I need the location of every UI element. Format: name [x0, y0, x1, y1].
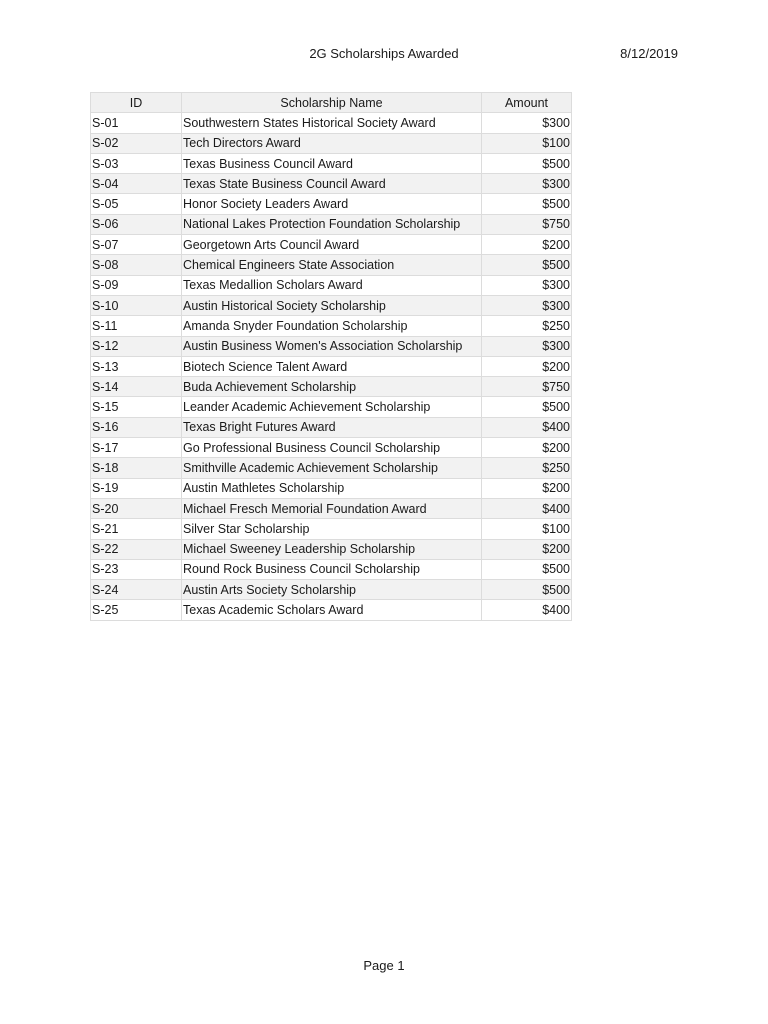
table-row: [91, 498, 572, 518]
cell-amount: $500: [482, 580, 572, 600]
cell-amount: $500: [482, 559, 572, 579]
table-row: [91, 336, 572, 356]
cell-scholarship-name: National Lakes Protection Foundation Scholarship: [182, 214, 482, 234]
cell-amount: $750: [482, 377, 572, 397]
table-row: [91, 153, 572, 173]
cell-scholarship-name: Biotech Science Talent Award: [182, 356, 482, 376]
scholarships-table: [90, 92, 572, 621]
table-row: [91, 580, 572, 600]
cell-id: S-11: [91, 316, 182, 336]
cell-id: S-23: [91, 559, 182, 579]
cell-amount: $400: [482, 600, 572, 620]
cell-id: S-25: [91, 600, 182, 620]
table-row: [91, 519, 572, 539]
cell-scholarship-name: Chemical Engineers State Association: [182, 255, 482, 275]
table-row: [91, 417, 572, 437]
cell-id: S-18: [91, 458, 182, 478]
cell-id: S-22: [91, 539, 182, 559]
table-row: [91, 255, 572, 275]
cell-id: S-03: [91, 153, 182, 173]
table-row: [91, 316, 572, 336]
table-row: [91, 214, 572, 234]
cell-id: S-01: [91, 113, 182, 133]
table-row: [91, 275, 572, 295]
cell-amount: $300: [482, 113, 572, 133]
cell-id: S-19: [91, 478, 182, 498]
cell-amount: $500: [482, 153, 572, 173]
table-row: [91, 559, 572, 579]
column-header-amount: Amount: [482, 93, 572, 113]
cell-scholarship-name: Tech Directors Award: [182, 133, 482, 153]
cell-scholarship-name: Michael Fresch Memorial Foundation Award: [182, 498, 482, 518]
cell-scholarship-name: Texas Bright Futures Award: [182, 417, 482, 437]
cell-scholarship-name: Smithville Academic Achievement Scholarship: [182, 458, 482, 478]
table-row: [91, 438, 572, 458]
column-header-id: ID: [91, 93, 182, 113]
cell-amount: $200: [482, 438, 572, 458]
page-number: Page 1: [363, 958, 405, 973]
cell-id: S-20: [91, 498, 182, 518]
cell-amount: $400: [482, 498, 572, 518]
cell-scholarship-name: Georgetown Arts Council Award: [182, 235, 482, 255]
cell-amount: $500: [482, 194, 572, 214]
cell-id: S-16: [91, 417, 182, 437]
table-row: [91, 539, 572, 559]
cell-amount: $500: [482, 255, 572, 275]
cell-scholarship-name: Go Professional Business Council Scholarship: [182, 438, 482, 458]
cell-amount: $750: [482, 214, 572, 234]
column-header-scholarship-name: Scholarship Name: [182, 93, 482, 113]
cell-amount: $300: [482, 336, 572, 356]
cell-scholarship-name: Honor Society Leaders Award: [182, 194, 482, 214]
cell-scholarship-name: Austin Arts Society Scholarship: [182, 580, 482, 600]
table-row: [91, 133, 572, 153]
cell-id: S-15: [91, 397, 182, 417]
cell-id: S-21: [91, 519, 182, 539]
cell-id: S-10: [91, 295, 182, 315]
cell-id: S-13: [91, 356, 182, 376]
cell-amount: $100: [482, 133, 572, 153]
cell-id: S-06: [91, 214, 182, 234]
cell-scholarship-name: Round Rock Business Council Scholarship: [182, 559, 482, 579]
cell-scholarship-name: Southwestern States Historical Society Award: [182, 113, 482, 133]
cell-id: S-09: [91, 275, 182, 295]
cell-amount: $200: [482, 539, 572, 559]
cell-id: S-07: [91, 235, 182, 255]
cell-amount: $200: [482, 356, 572, 376]
cell-scholarship-name: Michael Sweeney Leadership Scholarship: [182, 539, 482, 559]
table-row: [91, 113, 572, 133]
cell-amount: $200: [482, 478, 572, 498]
cell-scholarship-name: Austin Historical Society Scholarship: [182, 295, 482, 315]
table-row: [91, 356, 572, 376]
cell-scholarship-name: Texas State Business Council Award: [182, 174, 482, 194]
cell-scholarship-name: Austin Business Women's Association Scholarship: [182, 336, 482, 356]
cell-scholarship-name: Amanda Snyder Foundation Scholarship: [182, 316, 482, 336]
cell-id: S-08: [91, 255, 182, 275]
cell-scholarship-name: Texas Business Council Award: [182, 153, 482, 173]
table-row: [91, 600, 572, 620]
table-row: [91, 377, 572, 397]
cell-scholarship-name: Texas Academic Scholars Award: [182, 600, 482, 620]
table-row: [91, 458, 572, 478]
cell-amount: $250: [482, 458, 572, 478]
cell-amount: $250: [482, 316, 572, 336]
cell-amount: $500: [482, 397, 572, 417]
cell-amount: $200: [482, 235, 572, 255]
cell-id: S-17: [91, 438, 182, 458]
cell-id: S-02: [91, 133, 182, 153]
cell-id: S-12: [91, 336, 182, 356]
table-row: [91, 194, 572, 214]
cell-scholarship-name: Austin Mathletes Scholarship: [182, 478, 482, 498]
cell-id: S-14: [91, 377, 182, 397]
print-date: 8/12/2019: [620, 46, 678, 61]
cell-amount: $300: [482, 295, 572, 315]
cell-id: S-24: [91, 580, 182, 600]
table-row: [91, 397, 572, 417]
cell-scholarship-name: Texas Medallion Scholars Award: [182, 275, 482, 295]
cell-amount: $300: [482, 174, 572, 194]
table-header-row: [91, 93, 572, 113]
table-row: [91, 235, 572, 255]
cell-scholarship-name: Buda Achievement Scholarship: [182, 377, 482, 397]
table-row: [91, 295, 572, 315]
cell-amount: $400: [482, 417, 572, 437]
cell-amount: $100: [482, 519, 572, 539]
table-row: [91, 478, 572, 498]
cell-id: S-05: [91, 194, 182, 214]
cell-scholarship-name: Leander Academic Achievement Scholarship: [182, 397, 482, 417]
page-title: 2G Scholarships Awarded: [309, 46, 459, 61]
cell-id: S-04: [91, 174, 182, 194]
cell-scholarship-name: Silver Star Scholarship: [182, 519, 482, 539]
cell-amount: $300: [482, 275, 572, 295]
table-body: [91, 113, 572, 620]
table-row: [91, 174, 572, 194]
